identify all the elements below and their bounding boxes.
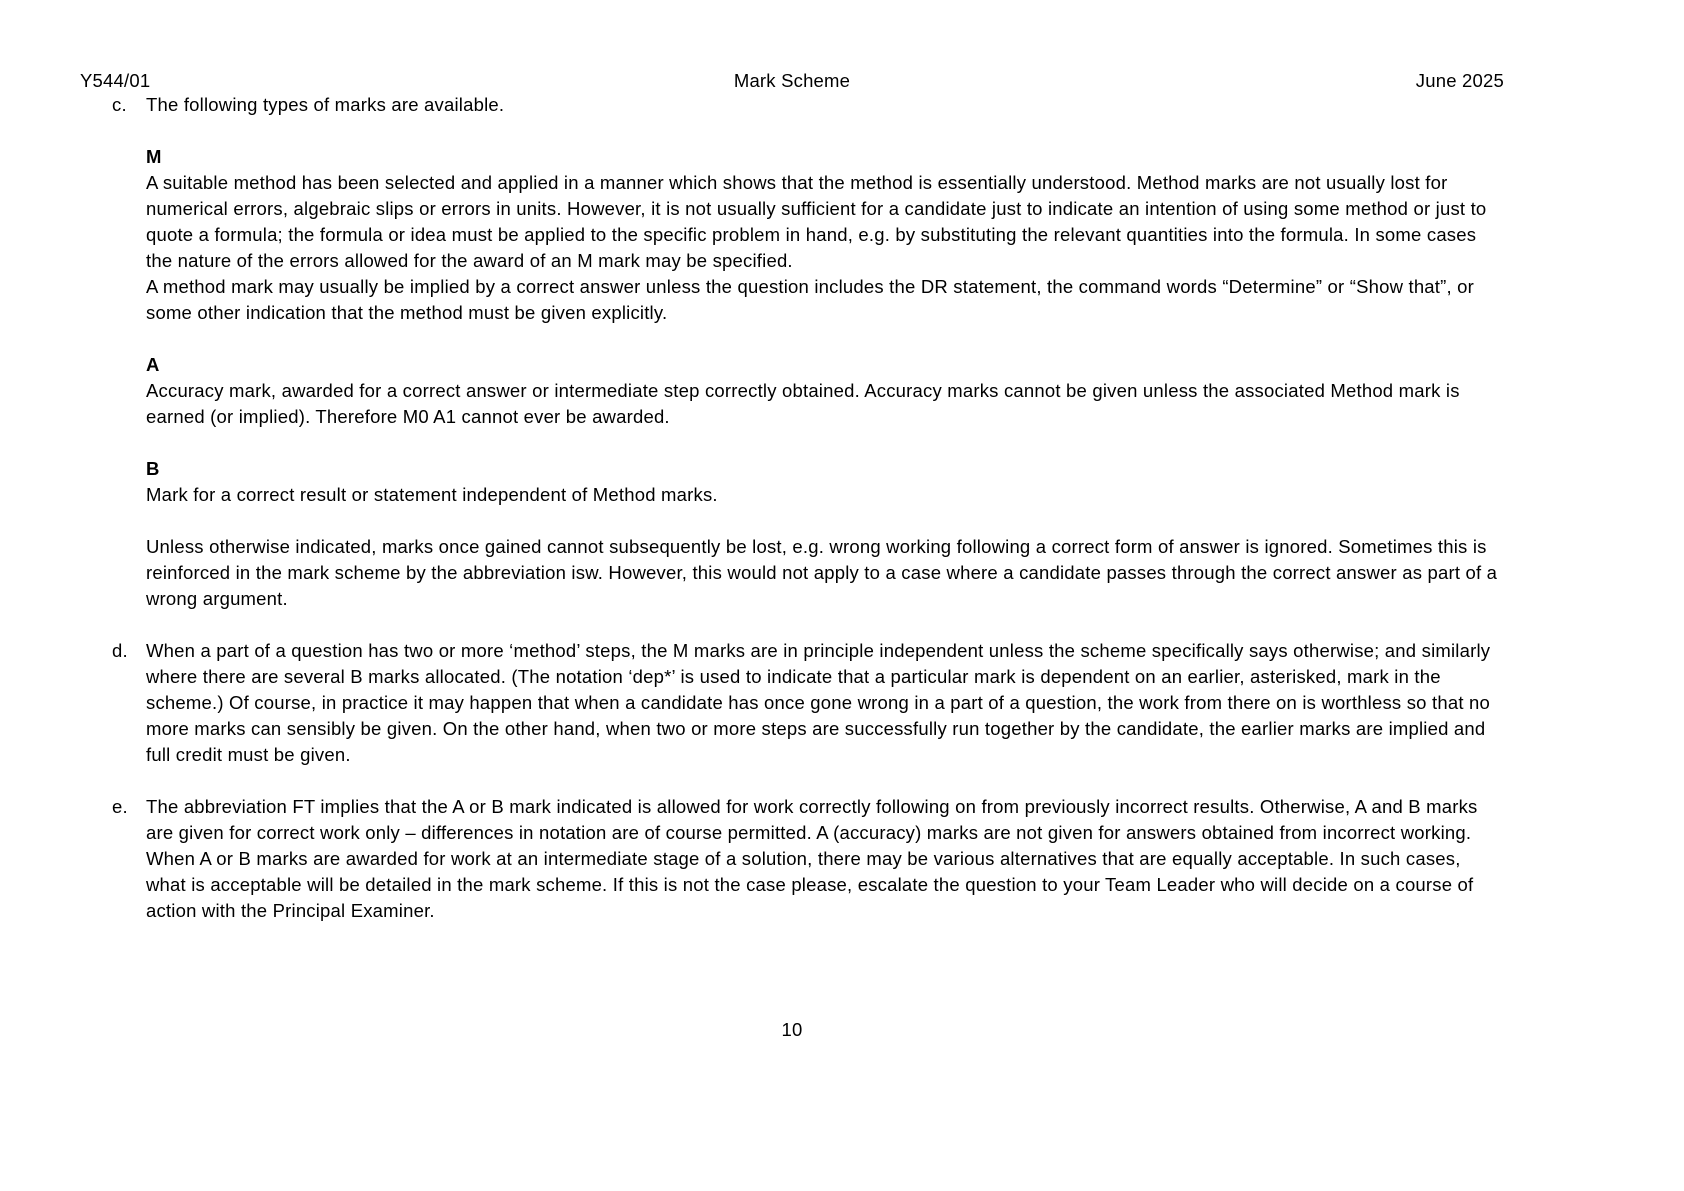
header-title: Mark Scheme: [733, 70, 851, 91]
document-body: [112, 92, 1504, 950]
item-e-label: e.: [112, 796, 128, 817]
page-number: 10: [781, 1019, 803, 1040]
item-e-content: [146, 794, 1504, 924]
item-c-label: c.: [112, 94, 127, 115]
mark-b-paragraph: Mark for a correct result or statement independent of Method marks.: [146, 484, 718, 505]
mark-b-heading: B: [146, 458, 160, 479]
page-header: [80, 69, 1504, 93]
mark-m-paragraph-2: A method mark may usually be implied by a correct answer unless the question includes the DR statement, the command words “Determine” or “Show that”, or some other indication that the method must be given explicitly.: [146, 276, 1475, 323]
item-d-label: d.: [112, 640, 128, 661]
item-d-paragraph: When a part of a question has two or more ‘method’ steps, the M marks are in principle independent unless the scheme specifically says otherwise; and similarly where there are several B marks allocated. (The notation ‘dep*’ is used to indicate that a particular mark is dependent on an earlier, asterisked, mark in the scheme.) Of course, in practice it may happen that when a candidate has once gone wrong in a part of a question, the work from there on is worthless so that no more marks can sensibly be given. On the other hand, when two or more steps are successfully run together by the candidate, the earlier marks are implied and full credit must be given.: [146, 640, 1491, 765]
item-c-note: Unless otherwise indicated, marks once gained cannot subsequently be lost, e.g. wrong working following a correct form of answer is ignored. Sometimes this is reinforced in the mark scheme by the abbreviation isw. However, this would not apply to a case where a candidate passes through the correct answer as part of a wrong argument.: [146, 536, 1498, 609]
mark-m-heading: M: [146, 146, 162, 167]
mark-a-heading: A: [146, 354, 160, 375]
list-item-c: [112, 92, 1504, 612]
mark-m-paragraph-1: A suitable method has been selected and applied in a manner which shows that the method is essentially understood. Method marks are not usually lost for numerical errors, algebraic slips or errors in units. However, it is not usually sufficient for a candidate just to indicate an intention of using some method or just to quote a formula; the formula or idea must be applied to the specific problem in hand, e.g. by substituting the relevant quantities into the formula. In some cases the nature of the errors allowed for the award of an M mark may be specified.: [146, 172, 1487, 271]
header-session: June 2025: [1415, 70, 1504, 91]
mark-a-paragraph: Accuracy mark, awarded for a correct answer or intermediate step correctly obtained. Accuracy marks cannot be given unless the associated Method mark is earned (or implied). Therefore M0 A1 cannot ever be awarded.: [146, 380, 1460, 427]
item-c-intro: The following types of marks are available.: [146, 94, 505, 115]
item-d-content: [146, 638, 1504, 768]
list-item-d: [112, 638, 1504, 768]
list-item-e: [112, 794, 1504, 924]
header-paper-code: Y544/01: [80, 70, 151, 91]
item-e-paragraph: The abbreviation FT implies that the A or B mark indicated is allowed for work correctly following on from previously incorrect results. Otherwise, A and B marks are given for correct work only – differences in notation are of course permitted. A (accuracy) marks are not given for answers obtained from incorrect working. When A or B marks are awarded for work at an intermediate stage of a solution, there may be various alternatives that are equally acceptable. In such cases, what is acceptable will be detailed in the mark scheme. If this is not the case please, escalate the question to your Team Leader who will decide on a course of action with the Principal Examiner.: [146, 796, 1478, 921]
item-c-content: [146, 92, 1504, 612]
page-footer: [80, 1019, 1504, 1041]
